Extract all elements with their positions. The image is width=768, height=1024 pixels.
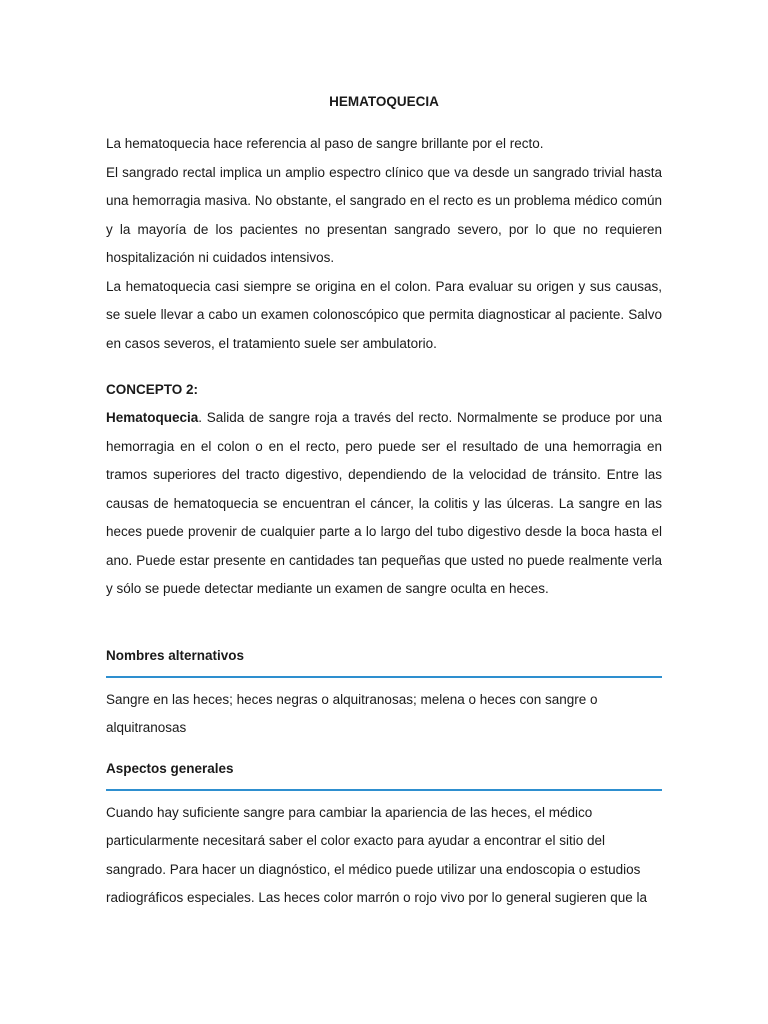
section-text-alternative-names: Sangre en las heces; heces negras o alquitranosas; melena o heces con sangre o alquitranosas bbox=[106, 691, 598, 735]
section-heading-overview: Aspectos generales bbox=[106, 755, 662, 791]
concept-text: . Salida de sangre roja a través del recto. Normalmente se produce por una hemorragia en el colon o en el recto, pero puede ser el resultado de una hemorragia en tramos superiores del tracto digestivo, dependiendo de la velocidad de tránsito. Entre las causas de hematoquecia se encuentran el cáncer, la colitis y las úlceras. La sangre en las heces puede provenir de cualquier parte a lo largo del tubo digestivo desde la boca hasta el ano. Puede estar presente en cantidades tan pequeñas que usted no puede realmente verla y sólo se puede detectar mediante un examen de sangre oculta en heces. bbox=[106, 410, 662, 596]
section-text-overview: Cuando hay suficiente sangre para cambiar la apariencia de las heces, el médico particularmente necesitará saber el color exacto para ayudar a encontrar el sitio del sangrado. Para hacer un diagnóstico, el médico puede utilizar una endoscopia o estudios radiográficos especiales. Las heces color marrón o rojo vivo por lo general sugieren que la bbox=[106, 804, 648, 905]
concept-heading: CONCEPTO 2: bbox=[106, 382, 199, 397]
concept-paragraph bbox=[106, 404, 662, 604]
intro-paragraph-3: La hematoquecia casi siempre se origina en el colon. Para evaluar su origen y sus causas, se suele llevar a cabo un examen colonoscópico que permita diagnosticar al paciente. Salvo en casos severos, el tratamiento suele ser ambulatorio. bbox=[106, 278, 662, 351]
section-heading-alternative-names: Nombres alternativos bbox=[106, 642, 662, 678]
document-body bbox=[106, 92, 662, 913]
intro-paragraph-1: La hematoquecia hace referencia al paso de sangre brillante por el recto. bbox=[106, 136, 544, 151]
concept-term: Hematoquecia bbox=[106, 410, 199, 425]
document-title: HEMATOQUECIA bbox=[329, 94, 439, 109]
intro-paragraph-2: El sangrado rectal implica un amplio espectro clínico que va desde un sangrado trivial hasta una hemorragia masiva. No obstante, el sangrado en el recto es un problema médico común y la mayoría de los pacientes no presentan sangrado severo, por lo que no requieren hospitalización ni cuidados intensivos. bbox=[106, 164, 662, 265]
